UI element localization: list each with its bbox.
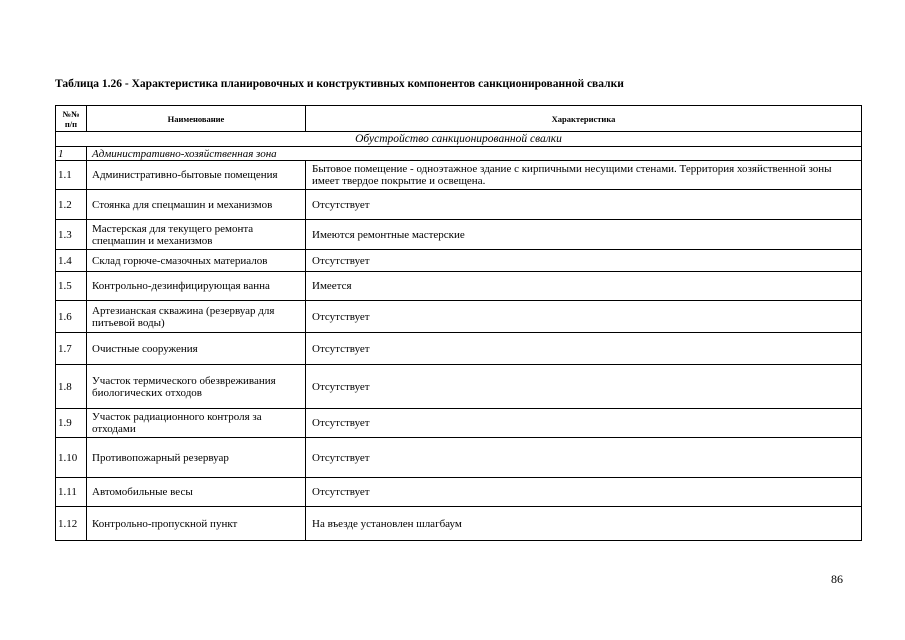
row-name: Склад горюче-смазочных материалов	[87, 250, 306, 272]
row-num: 1.4	[56, 250, 87, 272]
table-row	[56, 409, 862, 438]
row-value: Отсутствует	[306, 438, 862, 478]
row-name: Мастерская для текущего ремонта спецмашин и механизмов	[87, 220, 306, 250]
row-num: 1.2	[56, 190, 87, 220]
row-name: Автомобильные весы	[87, 478, 306, 507]
row-name: Артезианская скважина (резервуар для питьевой воды)	[87, 301, 306, 333]
characteristics-table	[55, 105, 862, 541]
header-name: Наименование	[87, 106, 306, 132]
row-value: Отсутствует	[306, 333, 862, 365]
row-value: Отсутствует	[306, 250, 862, 272]
row-value: Имеются ремонтные мастерские	[306, 220, 862, 250]
header-value: Характеристика	[306, 106, 862, 132]
row-name: Очистные сооружения	[87, 333, 306, 365]
table-row	[56, 250, 862, 272]
row-name: Контрольно-дезинфицирующая ванна	[87, 272, 306, 301]
row-num: 1.3	[56, 220, 87, 250]
page-number: 86	[831, 572, 843, 586]
row-num: 1.9	[56, 409, 87, 438]
table-caption: Таблица 1.26 - Характеристика планировочных и конструктивных компонентов санкционированной свалки	[55, 78, 624, 90]
row-num: 1.6	[56, 301, 87, 333]
row-value: Отсутствует	[306, 301, 862, 333]
row-value: Отсутствует	[306, 365, 862, 409]
table-row	[56, 190, 862, 220]
table-row	[56, 220, 862, 250]
table-row	[56, 161, 862, 190]
row-name: Противопожарный резервуар	[87, 438, 306, 478]
table-row	[56, 333, 862, 365]
row-num: 1.12	[56, 507, 87, 541]
group-title: Административно-хозяйственная зона	[87, 147, 862, 161]
section-row	[56, 132, 862, 147]
row-value: Отсутствует	[306, 190, 862, 220]
row-value: Имеется	[306, 272, 862, 301]
header-num: №№ п/п	[56, 106, 87, 132]
row-num: 1.11	[56, 478, 87, 507]
row-value: Отсутствует	[306, 409, 862, 438]
row-num: 1.1	[56, 161, 87, 190]
table-row	[56, 301, 862, 333]
row-value: На въезде установлен шлагбаум	[306, 507, 862, 541]
row-value: Бытовое помещение - одноэтажное здание с кирпичными несущими стенами. Территория хозяйственной зоны имеет твердое покрытие и освещена.	[306, 161, 862, 190]
header-row	[56, 106, 862, 132]
row-name: Административно-бытовые помещения	[87, 161, 306, 190]
table-row	[56, 438, 862, 478]
row-name: Участок термического обезвреживания биологических отходов	[87, 365, 306, 409]
row-num: 1.10	[56, 438, 87, 478]
table-row	[56, 365, 862, 409]
row-num: 1.8	[56, 365, 87, 409]
section-title: Обустройство санкционированной свалки	[56, 132, 862, 147]
row-name: Участок радиационного контроля за отходами	[87, 409, 306, 438]
table-row	[56, 478, 862, 507]
table-row	[56, 272, 862, 301]
table-row	[56, 507, 862, 541]
row-value: Отсутствует	[306, 478, 862, 507]
row-num: 1.7	[56, 333, 87, 365]
row-num: 1.5	[56, 272, 87, 301]
group-num: 1	[56, 147, 87, 161]
row-name: Стоянка для спецмашин и механизмов	[87, 190, 306, 220]
group-row	[56, 147, 862, 161]
row-name: Контрольно-пропускной пункт	[87, 507, 306, 541]
